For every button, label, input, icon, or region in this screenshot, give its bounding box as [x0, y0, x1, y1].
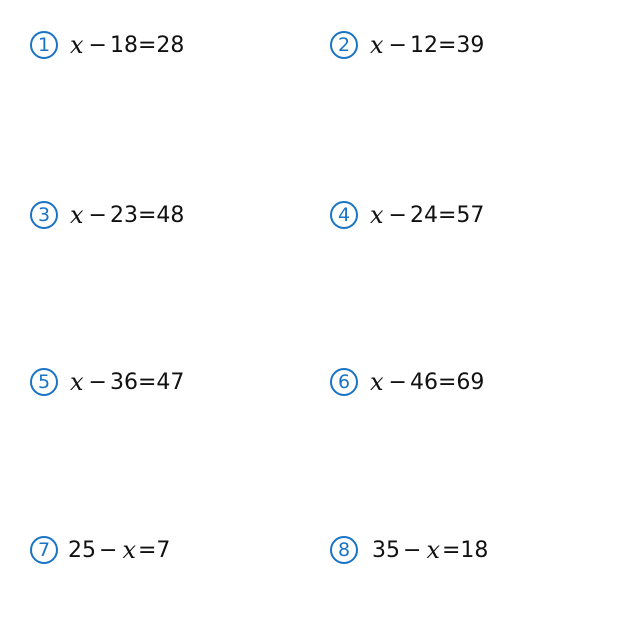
variable: x — [122, 536, 136, 564]
variable: x — [370, 368, 384, 396]
problem-number-badge: 4 — [330, 201, 358, 229]
equation — [68, 368, 184, 396]
problem-4 — [330, 198, 484, 232]
equals-sign: = — [437, 202, 457, 228]
term: 46 — [409, 369, 438, 395]
operator: − — [388, 369, 407, 395]
variable: x — [70, 201, 84, 229]
problem-number-badge: 3 — [30, 201, 58, 229]
equals-sign: = — [137, 32, 157, 58]
equals-sign: = — [441, 537, 461, 563]
variable: x — [426, 536, 440, 564]
equation — [368, 31, 484, 59]
problem-number-badge: 1 — [30, 31, 58, 59]
header-cutoff — [18, 0, 398, 4]
term: 47 — [156, 369, 185, 395]
problem-number-badge: 6 — [330, 368, 358, 396]
variable: x — [70, 31, 84, 59]
operator: − — [99, 537, 118, 563]
equals-sign: = — [137, 369, 157, 395]
problem-6 — [330, 365, 484, 399]
equation — [372, 536, 488, 564]
variable: x — [370, 31, 384, 59]
equation — [68, 201, 184, 229]
term: 36 — [109, 369, 138, 395]
term: 18 — [109, 32, 138, 58]
term: 24 — [409, 202, 438, 228]
term: 12 — [409, 32, 438, 58]
term: 23 — [109, 202, 138, 228]
equals-sign: = — [437, 32, 457, 58]
operator: − — [388, 202, 407, 228]
term: 7 — [156, 537, 171, 563]
problem-7 — [30, 533, 170, 567]
term: 69 — [456, 369, 485, 395]
problem-1 — [30, 28, 184, 62]
equals-sign: = — [437, 369, 457, 395]
problem-number-badge: 5 — [30, 368, 58, 396]
problem-number-badge: 8 — [330, 536, 358, 564]
operator: − — [403, 537, 422, 563]
term: 39 — [456, 32, 485, 58]
problem-number-badge: 7 — [30, 536, 58, 564]
equation — [368, 368, 484, 396]
term: 18 — [460, 537, 489, 563]
operator: − — [88, 369, 107, 395]
equation — [368, 201, 484, 229]
variable: x — [70, 368, 84, 396]
equals-sign: = — [137, 537, 157, 563]
term: 57 — [456, 202, 485, 228]
term: 28 — [156, 32, 185, 58]
term: 35 — [372, 537, 400, 563]
problem-8 — [330, 533, 488, 567]
equation — [68, 536, 170, 564]
equals-sign: = — [137, 202, 157, 228]
operator: − — [88, 202, 107, 228]
problem-2 — [330, 28, 484, 62]
operator: − — [88, 32, 107, 58]
equation — [68, 31, 184, 59]
problem-3 — [30, 198, 184, 232]
term: 48 — [156, 202, 185, 228]
problem-5 — [30, 365, 184, 399]
operator: − — [388, 32, 407, 58]
variable: x — [370, 201, 384, 229]
problem-number-badge: 2 — [330, 31, 358, 59]
term: 25 — [68, 537, 96, 563]
